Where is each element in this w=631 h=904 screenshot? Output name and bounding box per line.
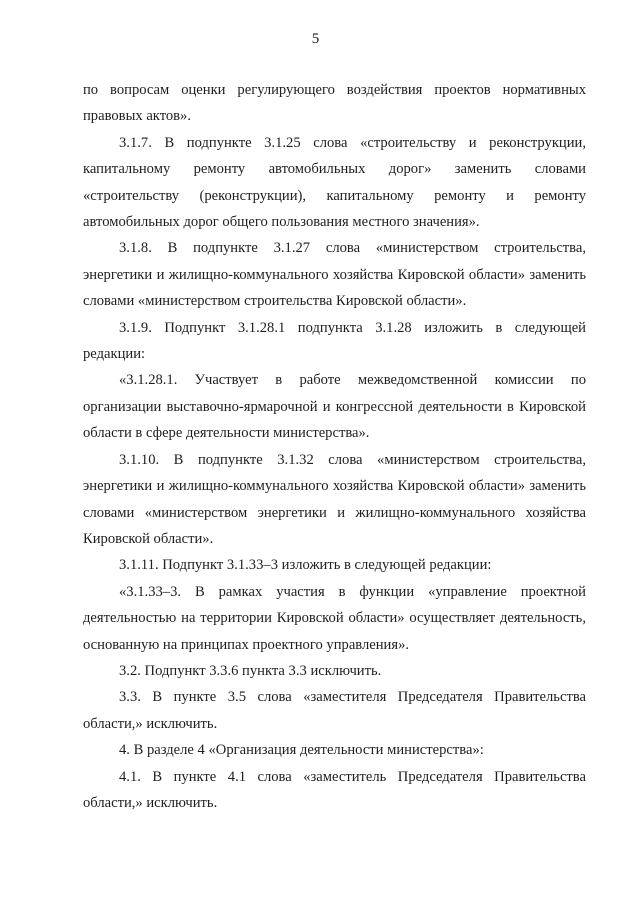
paragraph-4: 4. В разделе 4 «Организация деятельности министерства»: xyxy=(119,742,484,759)
paragraph-3-1-10: 3.1.10. В подпункте 3.1.32 слова «министерством строительства, энергетики и жилищно-коммунального хозяйства Кировской области» заменить словами «министерством энергетики и жилищно-коммунального хозяйства Кировской области». xyxy=(83,451,586,547)
paragraph-3-2: 3.2. Подпункт 3.3.6 пункта 3.3 исключить. xyxy=(119,662,382,679)
paragraph-4-1: 4.1. В пункте 4.1 слова «заместитель Председателя Правительства области,» исключить. xyxy=(83,768,586,811)
paragraph-3-1-28-1-quote: «3.1.28.1. Участвует в работе межведомственной комиссии по организации выставочно-ярмарочной и конгрессной деятельности в Кировской области в сфере деятельности министерства». xyxy=(83,372,586,442)
paragraph-continuation: по вопросам оценки регулирующего воздействия проектов нормативных правовых актов». xyxy=(83,82,586,125)
paragraph-3-1-7: 3.1.7. В подпункте 3.1.25 слова «строительству и реконструкции, капитальному ремонту автомобильных дорог» заменить словами «строительству (реконструкции), капитальному ремонту и ремонту автомобильных дорог общего пользования местного значения». xyxy=(83,134,586,231)
document-body xyxy=(83,77,586,816)
paragraph-3-1-11: 3.1.11. Подпункт 3.1.33–3 изложить в следующей редакции: xyxy=(119,557,492,574)
page-number: 5 xyxy=(311,31,320,47)
paragraph-3-1-9: 3.1.9. Подпункт 3.1.28.1 подпункта 3.1.28 изложить в следующей редакции: xyxy=(83,319,586,363)
paragraph-3-1-33-3-quote: «3.1.33–3. В рамках участия в функции «управление проектной деятельностью на территории Кировской области» осуществляет деятельность, основанную на принципах проектного управления». xyxy=(83,583,586,653)
paragraph-3-1-8: 3.1.8. В подпункте 3.1.27 слова «министерством строительства, энергетики и жилищно-коммунального хозяйства Кировской области» заменить словами «министерством строительства Кировской области». xyxy=(83,240,586,310)
paragraph-3-3: 3.3. В пункте 3.5 слова «заместителя Председателя Правительства области,» исключить. xyxy=(83,689,586,732)
